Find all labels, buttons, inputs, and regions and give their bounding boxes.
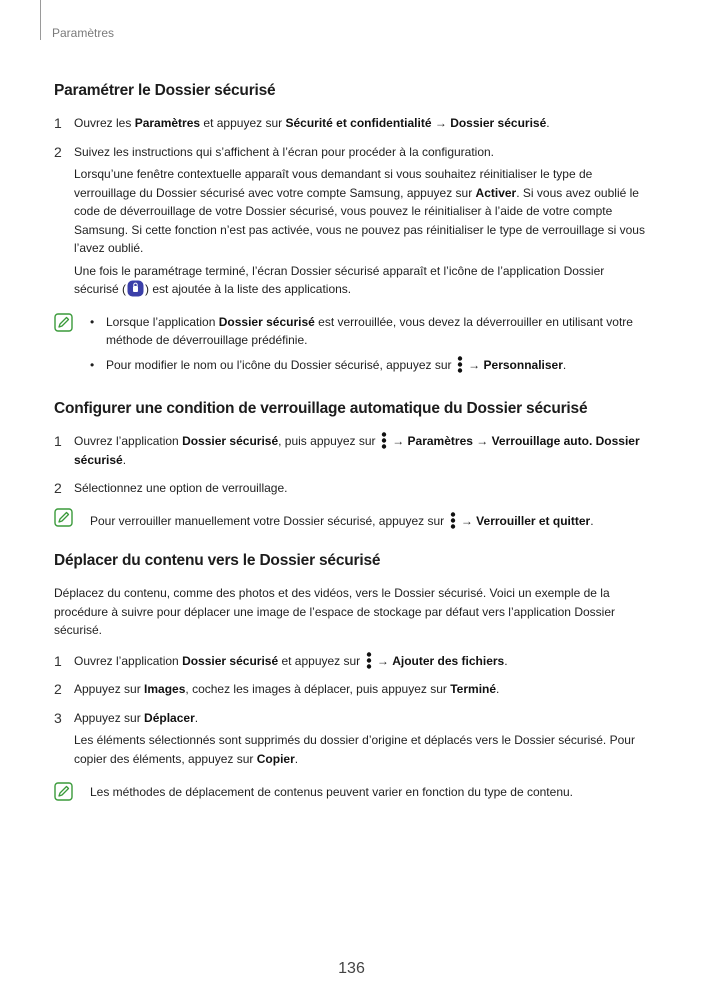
step-text (74, 652, 650, 671)
bullet-text (106, 313, 650, 350)
bold-term: Paramètres (134, 116, 201, 130)
arrow: → (472, 434, 492, 448)
step-line (74, 709, 650, 728)
step-1 (54, 114, 650, 133)
text: est verrouillée, vous devez la déverrouiller en utilisant votre méthode de déverrouillage prédéfinie. (106, 314, 633, 347)
step-text (74, 114, 650, 133)
note-pencil-icon (54, 313, 73, 332)
chapter-title: Paramètres (52, 26, 115, 40)
step-number: 2 (54, 143, 62, 160)
section-auto-lock-title: Configurer une condition de verrouillage automatique du Dossier sécurisé (54, 400, 588, 417)
note-text (90, 508, 650, 531)
section-setup (54, 82, 650, 380)
note-bullet (90, 356, 650, 375)
arrow: → (373, 653, 393, 668)
bold-term: Dossier sécurisé (450, 116, 547, 130)
more-options-icon (366, 652, 372, 669)
text: Ouvrez l’application (74, 434, 183, 448)
bold-term: Ajouter des fichiers (392, 653, 505, 668)
note-block (54, 508, 650, 531)
text: . (496, 682, 500, 696)
section-move-content-title: Déplacer du contenu vers le Dossier sécurisé (54, 552, 381, 569)
text: Pour modifier le nom ou l’icône du Dossier sécurisé, appuyez sur (106, 357, 455, 372)
text: . (590, 513, 594, 528)
step-text (74, 432, 650, 469)
text: . (122, 452, 127, 467)
step-text (74, 680, 650, 699)
arrow: → (464, 357, 484, 372)
note-bullet (90, 313, 650, 350)
bold-term: Sécurité et confidentialité (285, 116, 432, 130)
bold-term: Verrouillage auto. Dossier sécurisé (74, 434, 640, 467)
text: . (194, 710, 199, 725)
bold-term: Dossier sécurisé (182, 434, 279, 448)
step-text: Sélectionnez une option de verrouillage. (74, 481, 288, 495)
text: Ouvrez l’application (74, 653, 183, 668)
more-options-icon (450, 512, 456, 529)
bold-term: Copier (256, 751, 295, 766)
bullet-dot: • (90, 357, 95, 372)
step-number: 2 (54, 480, 62, 496)
step-paragraph (74, 165, 650, 258)
text: . (504, 653, 508, 668)
step-text (74, 143, 650, 303)
bold-term: Verrouiller et quitter (476, 513, 591, 528)
arrow: → (388, 434, 408, 448)
step-line: Suivez les instructions qui s’affichent à l’écran pour procéder à la configuration. (74, 144, 495, 159)
text: et appuyez sur (278, 653, 364, 668)
note-pencil-icon (54, 508, 73, 527)
text: Ouvrez les (74, 116, 135, 130)
chapter-rule (40, 0, 41, 40)
text: Pour verrouiller manuellement votre Dossier sécurisé, appuyez sur (90, 513, 448, 528)
text: Une fois le paramétrage terminé, l’écran Dossier sécurisé apparaît et l’icône de l’application Dossier sécurisé ( (74, 263, 605, 296)
text: . (294, 751, 299, 766)
step-2 (54, 479, 650, 498)
note-pencil-icon (54, 782, 73, 801)
section-setup-title: Paramétrer le Dossier sécurisé (54, 82, 276, 99)
text: Lorsqu’une fenêtre contextuelle apparaît vous demandant si vous souhaitez réinitialiser le type de verrouillage du Dossier sécurisé avec votre compte Samsung, appuyez sur (74, 167, 593, 200)
step-number: 1 (54, 652, 62, 669)
bold-term: Dossier sécurisé (218, 314, 315, 329)
text: , cochez les images à déplacer, puis appuyez sur (185, 682, 451, 696)
bullet-dot: • (90, 314, 95, 329)
section-intro: Déplacez du contenu, comme des photos et des vidéos, vers le Dossier sécurisé. Voici un exemple de la procédure à suivre pour déplacer une image de l’espace de stockage par défaut vers l’application Dossier sécurisé. (54, 586, 615, 637)
bold-term: Personnaliser (483, 357, 563, 372)
step-3 (54, 709, 650, 773)
text: Appuyez sur (74, 710, 145, 725)
step-paragraph (74, 731, 650, 768)
arrow: → (457, 513, 477, 528)
bold-term: Terminé (450, 682, 497, 696)
more-options-icon (381, 432, 387, 449)
note-block (54, 782, 650, 802)
text: ) est ajoutée à la liste des applications. (145, 282, 352, 296)
text: Appuyez sur (74, 682, 145, 696)
step-number: 3 (54, 709, 62, 726)
bold-term: Images (144, 682, 186, 696)
bold-term: Dossier sécurisé (182, 653, 279, 668)
step-2 (54, 680, 650, 699)
arrow: → (431, 116, 451, 130)
step-1 (54, 432, 650, 469)
step-number: 2 (54, 681, 62, 697)
text: . Si vous avez oublié le code de déverrouillage de votre Dossier sécurisé, vous pouvez le réinitialiser à l’aide de votre compte Samsung. Si cette fonction n’est pas activée, vous ne pouvez pas réinitialiser le type de verrouillage si vous l’avez oublié. (74, 185, 645, 255)
text: et appuyez sur (200, 116, 286, 130)
section-move-content (54, 552, 650, 802)
step-paragraph (74, 262, 650, 299)
bullet-text (106, 356, 566, 375)
text: . (546, 116, 550, 130)
step-1 (54, 652, 650, 671)
note-block (54, 313, 650, 381)
more-options-icon (457, 356, 463, 373)
bold-term: Activer (475, 185, 517, 200)
note-text: Les méthodes de déplacement de contenus peuvent varier en fonction du type de contenu. (90, 785, 573, 799)
secure-folder-app-icon (127, 280, 144, 297)
section-auto-lock (54, 400, 650, 530)
text: Les éléments sélectionnés sont supprimés du dossier d’origine et déplacés vers le Dossier sécurisé. Pour copier des éléments, appuyez sur (74, 733, 635, 766)
text: . (562, 357, 567, 372)
page-number: 136 (338, 960, 365, 977)
step-text (74, 709, 650, 773)
text: , puis appuyez sur (278, 434, 379, 448)
bold-term: Déplacer (144, 710, 195, 725)
step-number: 1 (54, 433, 62, 449)
text: Lorsque l’application (106, 314, 219, 329)
step-2 (54, 143, 650, 303)
bold-term: Paramètres (407, 434, 473, 448)
note-text (90, 313, 650, 381)
step-number: 1 (54, 115, 62, 131)
page-content (54, 82, 650, 808)
